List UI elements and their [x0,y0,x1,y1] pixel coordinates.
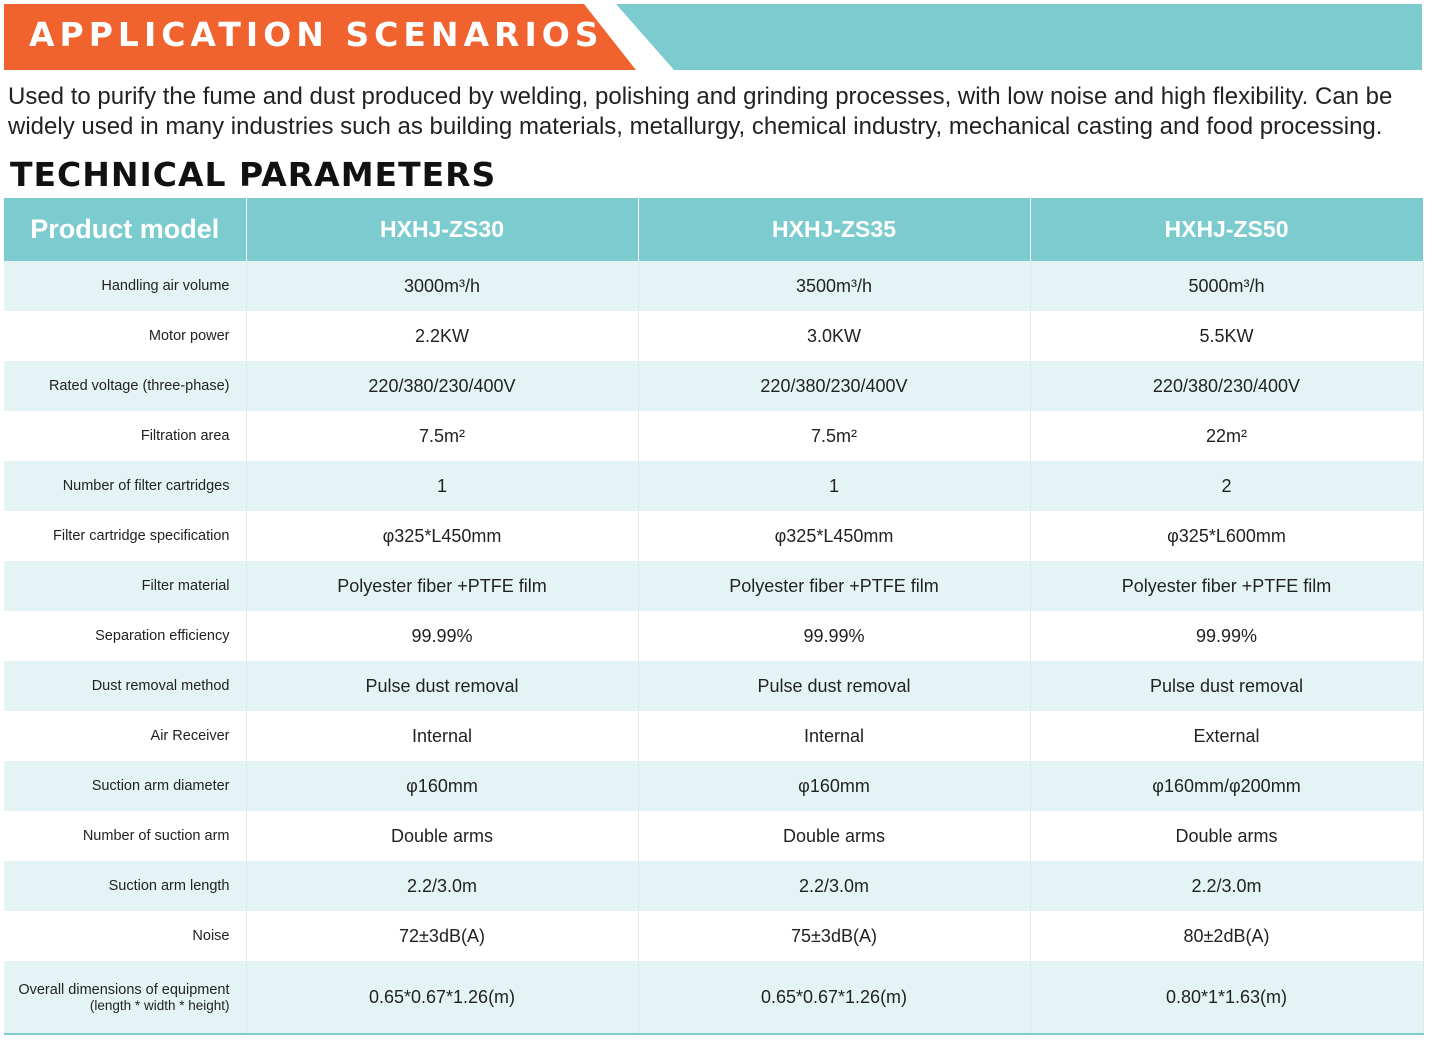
row-value: 5.5KW [1030,311,1423,361]
banner-teal-band [616,4,1422,70]
row-label-text: Suction arm diameter [91,778,230,794]
row-value: 3.0KW [638,311,1030,361]
row-label [4,511,246,561]
row-value: 0.65*0.67*1.26(m) [638,961,1030,1034]
section-banner [4,4,1422,70]
row-value: 99.99% [1030,611,1423,661]
row-value: 2.2/3.0m [1030,861,1423,911]
row-value: 2.2/3.0m [246,861,638,911]
row-value: 7.5m² [246,411,638,461]
table-row [4,561,1423,611]
row-value: Internal [638,711,1030,761]
row-label [4,611,246,661]
header-model: HXHJ-ZS35 [638,198,1030,261]
row-value: Pulse dust removal [638,661,1030,711]
row-value: φ325*L450mm [246,511,638,561]
table-row [4,711,1423,761]
table-header-row [4,198,1423,261]
row-label-text: Noise [192,928,230,944]
row-value: Pulse dust removal [246,661,638,711]
intro-paragraph: Used to purify the fume and dust produced by welding, polishing and grinding processes, with low noise and high flexibility. Can be widely used in many industries such as building materials, metallurgy, chemical industry, mechanical casting and food processing. [8,83,1393,140]
technical-parameters-table [4,198,1424,1035]
header-product-model: Product model [4,198,246,261]
row-label-text: Rated voltage (three-phase) [48,378,230,394]
row-label-text: Separation efficiency [95,628,230,644]
table-row [4,311,1423,361]
row-label [4,261,246,311]
table-row [4,761,1423,811]
table-row [4,961,1423,1034]
row-label-text: Air Receiver [150,728,230,744]
row-value: Double arms [246,811,638,861]
row-value: 7.5m² [638,411,1030,461]
banner-title: APPLICATION SCENARIOS [29,15,604,54]
row-value: 80±2dB(A) [1030,911,1423,961]
row-value: 3000m³/h [246,261,638,311]
row-value: Internal [246,711,638,761]
row-value: φ160mm [638,761,1030,811]
row-value: Pulse dust removal [1030,661,1423,711]
row-label [4,361,246,411]
row-value: Polyester fiber +PTFE film [638,561,1030,611]
row-value: 3500m³/h [638,261,1030,311]
row-value: 5000m³/h [1030,261,1423,311]
row-label-text: Handling air volume [101,278,230,294]
row-value: 220/380/230/400V [638,361,1030,411]
table-row [4,611,1423,661]
section-title: TECHNICAL PARAMETERS [10,155,497,194]
row-label-text: Filter cartridge specification [53,528,230,544]
table-row [4,461,1423,511]
row-value: 2 [1030,461,1423,511]
table-row [4,911,1423,961]
table-row [4,511,1423,561]
row-value: 1 [246,461,638,511]
row-label [4,761,246,811]
row-label-text: Filtration area [140,428,230,444]
row-value: φ160mm [246,761,638,811]
header-model: HXHJ-ZS50 [1030,198,1423,261]
row-value: Polyester fiber +PTFE film [1030,561,1423,611]
row-value: 220/380/230/400V [246,361,638,411]
row-value: 72±3dB(A) [246,911,638,961]
row-sublabel-text: (length * width * height) [89,997,230,1013]
table-row [4,261,1423,311]
row-value: φ325*L600mm [1030,511,1423,561]
row-label-text: Dust removal method [91,678,230,694]
row-label [4,561,246,611]
row-value: 0.65*0.67*1.26(m) [246,961,638,1034]
row-value: 1 [638,461,1030,511]
row-value: Polyester fiber +PTFE film [246,561,638,611]
table-row [4,861,1423,911]
row-label-text: Suction arm length [108,878,230,894]
row-label [4,811,246,861]
row-label-text: Motor power [148,328,230,344]
row-value: 2.2KW [246,311,638,361]
row-label-text: Number of filter cartridges [62,478,230,494]
row-label-text: Filter material [141,578,230,594]
row-value: 220/380/230/400V [1030,361,1423,411]
header-model: HXHJ-ZS30 [246,198,638,261]
row-label-text: Number of suction arm [82,828,230,844]
row-value: 99.99% [246,611,638,661]
row-label [4,911,246,961]
row-value: φ325*L450mm [638,511,1030,561]
row-label [4,411,246,461]
row-value: 0.80*1*1.63(m) [1030,961,1423,1034]
row-label [4,661,246,711]
row-label [4,861,246,911]
row-label [4,461,246,511]
row-value: External [1030,711,1423,761]
row-value: 22m² [1030,411,1423,461]
row-value: φ160mm/φ200mm [1030,761,1423,811]
table-row [4,661,1423,711]
row-value: 2.2/3.0m [638,861,1030,911]
row-value: 99.99% [638,611,1030,661]
row-value: Double arms [1030,811,1423,861]
row-label [4,961,246,1034]
row-value: 75±3dB(A) [638,911,1030,961]
row-label [4,311,246,361]
table-row [4,811,1423,861]
table-row [4,411,1423,461]
row-label [4,711,246,761]
row-value: Double arms [638,811,1030,861]
table-row [4,361,1423,411]
row-label-text: Overall dimensions of equipment [18,981,230,998]
